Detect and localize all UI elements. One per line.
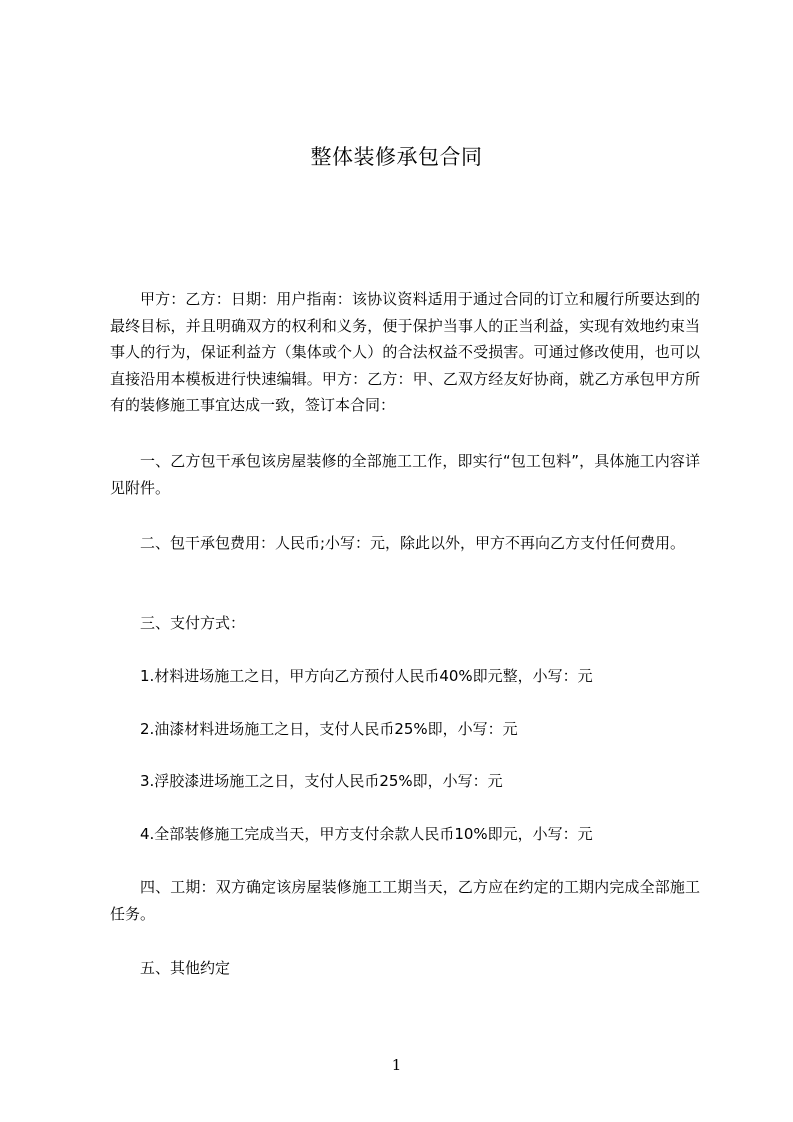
payment-item-4: 4.全部装修施工完成当天，甲方支付余款人民币10%即元，小写：元 xyxy=(140,825,593,843)
payment-item-3: 3.浮胶漆进场施工之日，支付人民币25%即，小写：元 xyxy=(140,772,503,790)
intro-paragraph: 甲方：乙方：日期：用户指南：该协议资料适用于通过合同的订立和履行所要达到的最终目标，并且明确双方的权利和义务，便于保护当事人的正当利益，实现有效地约束当事人的行为，保证利益方（集体或个人）的合法权益不受损害。可通过修改使用，也可以直接沿用本模板进行快速编辑。甲方：乙方：甲、乙双方经友好协商，就乙方承包甲方所有的装修施工事宜达成一致，签订本合同： xyxy=(110,290,700,414)
clause-3-heading: 三、支付方式： xyxy=(140,614,246,632)
payment-item-1: 1.材料进场施工之日，甲方向乙方预付人民币40%即元整，小写：元 xyxy=(140,667,593,685)
page-number: 1 xyxy=(391,1056,402,1074)
clause-1: 一、乙方包干承包该房屋装修的全部施工工作，即实行“包工包料”，具体施工内容详见附件。 xyxy=(110,452,700,497)
clause-5: 五、其他约定 xyxy=(140,959,231,977)
clause-2: 二、包干承包费用：人民币;小写：元，除此以外，甲方不再向乙方支付任何费用。 xyxy=(140,534,686,552)
payment-item-2: 2.油漆材料进场施工之日，支付人民币25%即，小写：元 xyxy=(140,720,518,738)
clause-4: 四、工期：双方确定该房屋装修施工工期当天，乙方应在约定的工期内完成全部施工任务。 xyxy=(110,878,700,923)
document-title: 整体装修承包合同 xyxy=(310,145,483,169)
